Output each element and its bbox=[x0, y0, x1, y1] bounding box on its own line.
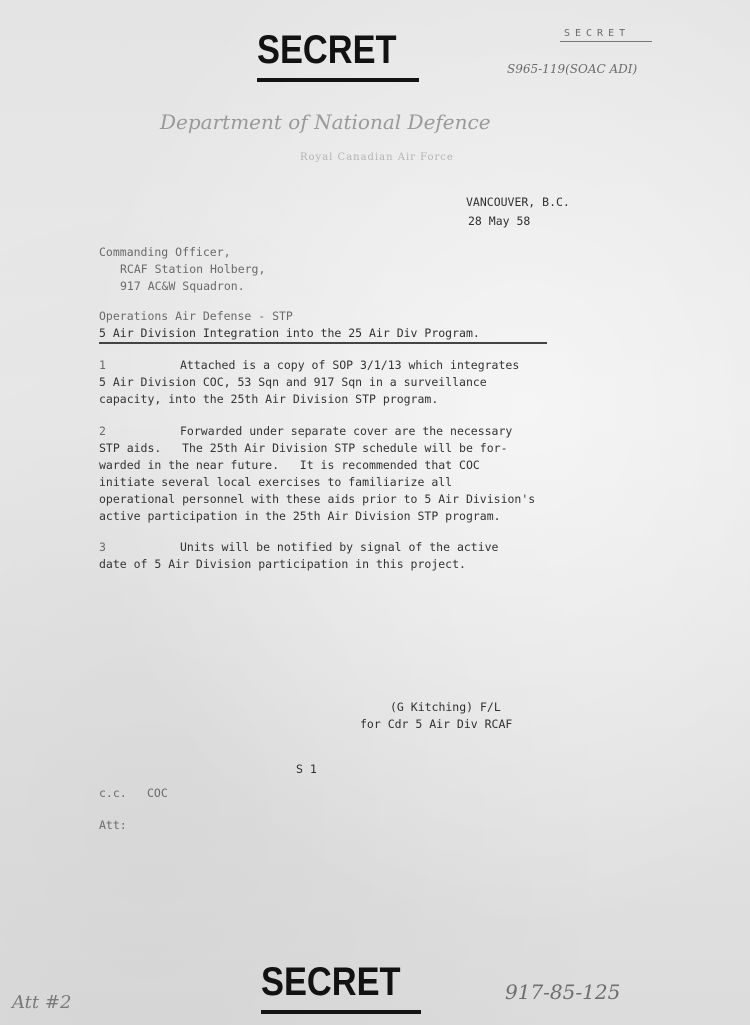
subject-line: Operations Air Defense - STP bbox=[99, 309, 293, 323]
secret-stamp-bottom: SECRET bbox=[261, 960, 401, 1004]
signature-name: (G Kitching) F/L bbox=[390, 700, 501, 714]
paragraph-line: operational personnel with these aids prior to 5 Air Division's bbox=[99, 492, 536, 506]
paragraph-line: Forwarded under separate cover are the necessary bbox=[180, 424, 513, 438]
cc-label: c.c. bbox=[99, 786, 127, 800]
subject-underline bbox=[99, 342, 547, 344]
paragraph-line: initiate several local exercises to familiarize all bbox=[99, 475, 453, 489]
classification-mark: SECRET bbox=[564, 28, 631, 39]
stamp-underline-bottom bbox=[261, 1010, 421, 1014]
paragraph-number: 3 bbox=[99, 540, 106, 554]
attachment-label: Att: bbox=[99, 818, 127, 832]
date: 28 May 58 bbox=[468, 214, 531, 228]
secret-stamp-top: SECRET bbox=[257, 28, 397, 72]
paragraph-line: 5 Air Division COC, 53 Sqn and 917 Sqn in a surveillance bbox=[99, 375, 487, 389]
paragraph-line: active participation in the 25th Air Division STP program. bbox=[99, 509, 501, 523]
subject-line: 5 Air Division Integration into the 25 Air Div Program. bbox=[99, 326, 480, 340]
letterhead-service: Royal Canadian Air Force bbox=[300, 152, 454, 163]
page-mark: S 1 bbox=[296, 762, 317, 776]
cc-value: COC bbox=[147, 786, 168, 800]
letterhead-department: Department of National Defence bbox=[160, 110, 491, 134]
paragraph-number: 2 bbox=[99, 424, 106, 438]
place: VANCOUVER, B.C. bbox=[466, 195, 570, 209]
stamp-underline-top bbox=[257, 78, 419, 82]
paragraph-number: 1 bbox=[99, 358, 106, 372]
handwritten-attachment-note: Att #2 bbox=[12, 992, 72, 1013]
file-reference: S965-119(SOAC ADI) bbox=[507, 62, 638, 76]
classification-underline bbox=[560, 41, 652, 42]
signature-title: for Cdr 5 Air Div RCAF bbox=[360, 717, 513, 731]
paragraph-line: capacity, into the 25th Air Division STP program. bbox=[99, 392, 439, 406]
handwritten-file-number: 917-85-125 bbox=[505, 980, 621, 1004]
paragraph-line: Attached is a copy of SOP 3/1/13 which integrates bbox=[180, 358, 520, 372]
paragraph-line: date of 5 Air Division participation in this project. bbox=[99, 557, 466, 571]
addressee-line: Commanding Officer, bbox=[99, 245, 231, 259]
paragraph-line: Units will be notified by signal of the active bbox=[180, 540, 499, 554]
addressee-line: RCAF Station Holberg, bbox=[120, 262, 266, 276]
paragraph-line: STP aids. The 25th Air Division STP schedule will be for- bbox=[99, 441, 508, 455]
addressee-line: 917 AC&W Squadron. bbox=[120, 279, 245, 293]
paragraph-line: warded in the near future. It is recommended that COC bbox=[99, 458, 480, 472]
